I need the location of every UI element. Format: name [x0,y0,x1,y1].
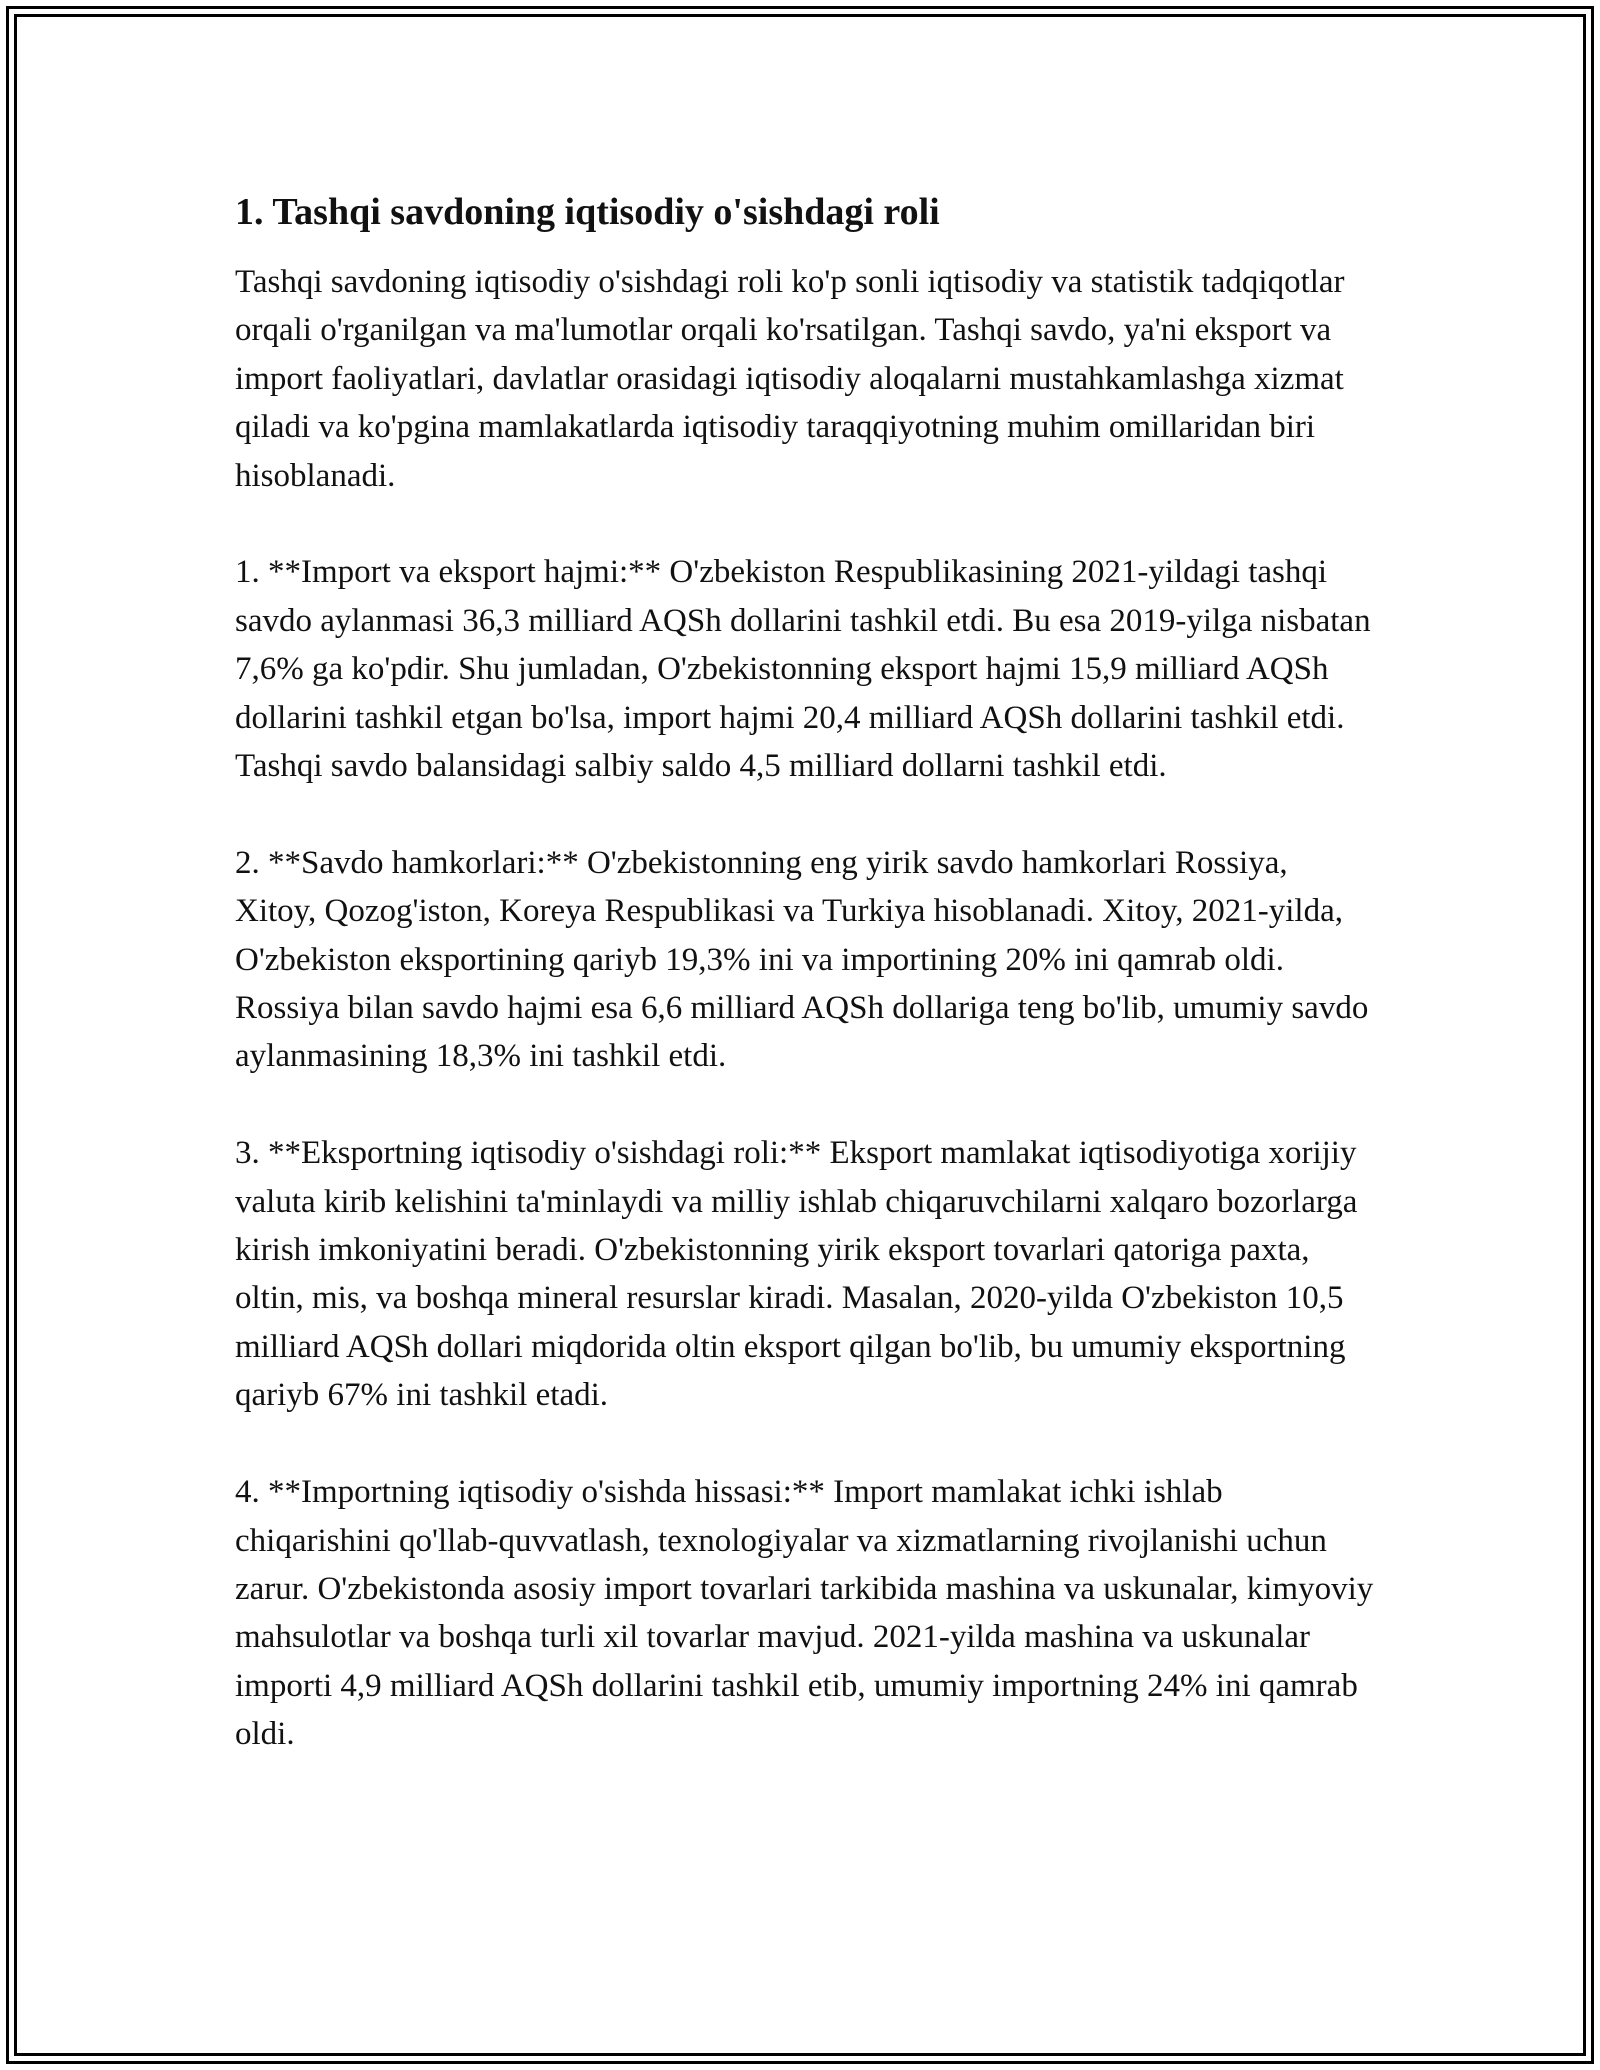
paragraph-import-export-volume: 1. **Import va eksport hajmi:** O'zbekiston Respublikasining 2021-yildagi tashqi savdo aylanmasi 36,3 milliard AQSh dollarini tashkil etdi. Bu esa 2019-yilga nisbatan 7,6% ga ko'pdir. Shu jumladan, O'zbekistonning eksport hajmi 15,9 milliard AQSh dollarini tashkil etgan bo'lsa, import hajmi 20,4 milliard AQSh dollarini tashkil etdi. Tashqi savdo balansidagi salbiy saldo 4,5 milliard dollarni tashkil etdi. [235,554,1371,785]
paragraph-export-role: 3. **Eksportning iqtisodiy o'sishdagi roli:** Eksport mamlakat iqtisodiyotiga xorijiy valuta kirib kelishini ta'minlaydi va milliy ishlab chiqaruvchilarni xalqaro bozorlarga kirish imkoniyatini beradi. O'zbekistonning yirik eksport tovarlari qatoriga paxta, oltin, mis, va boshqa mineral resurslar kiradi. Masalan, 2020-yilda O'zbekiston 10,5 milliard AQSh dollari miqdorida oltin eksport qilgan bo'lib, bu umumiy eksportning qariyb 67% ini tashkil etadi. [235,1135,1358,1414]
intro-paragraph: Tashqi savdoning iqtisodiy o'sishdagi roli ko'p sonli iqtisodiy va statistik tadqiqotlar orqali o'rganilgan va ma'lumotlar orqali ko'rsatilgan. Tashqi savdo, ya'ni eksport va import faoliyatlari, davlatlar orasidagi iqtisodiy aloqalarni mustahkamlashga xizmat qiladi va ko'pgina mamlakatlarda iqtisodiy taraqqiyotning muhim omillaridan biri hisoblanadi. [235,264,1345,494]
paragraph-import-contribution: 4. **Importning iqtisodiy o'sishda hissasi:** Import mamlakat ichki ishlab chiqarishini qo'llab-quvvatlash, texnologiyalar va xizmatlarning rivojlanishi uchun zarur. O'zbekistonda asosiy import tovarlari tarkibida mashina va uskunalar, kimyoviy mahsulotlar va boshqa turli xil tovarlar mavjud. 2021-yilda mashina va uskunalar importi 4,9 milliard AQSh dollarini tashkil etib, umumiy importning 24% ini qamrab oldi. [235,1474,1374,1753]
paragraph-trade-partners: 2. **Savdo hamkorlari:** O'zbekistonning eng yirik savdo hamkorlari Rossiya, Xitoy, Qozog'iston, Koreya Respublikasi va Turkiya hisoblanadi. Xitoy, 2021-yilda, O'zbekiston eksportining qariyb 19,3% ini va importining 20% ini qamrab oldi. Rossiya bilan savdo hajmi esa 6,6 milliard AQSh dollariga teng bo'lib, umumiy savdo aylanmasining 18,3% ini tashkil etdi. [235,844,1369,1075]
section-title: 1. Tashqi savdoning iqtisodiy o'sishdagi roli [235,191,940,233]
document-body [235,186,1375,1759]
